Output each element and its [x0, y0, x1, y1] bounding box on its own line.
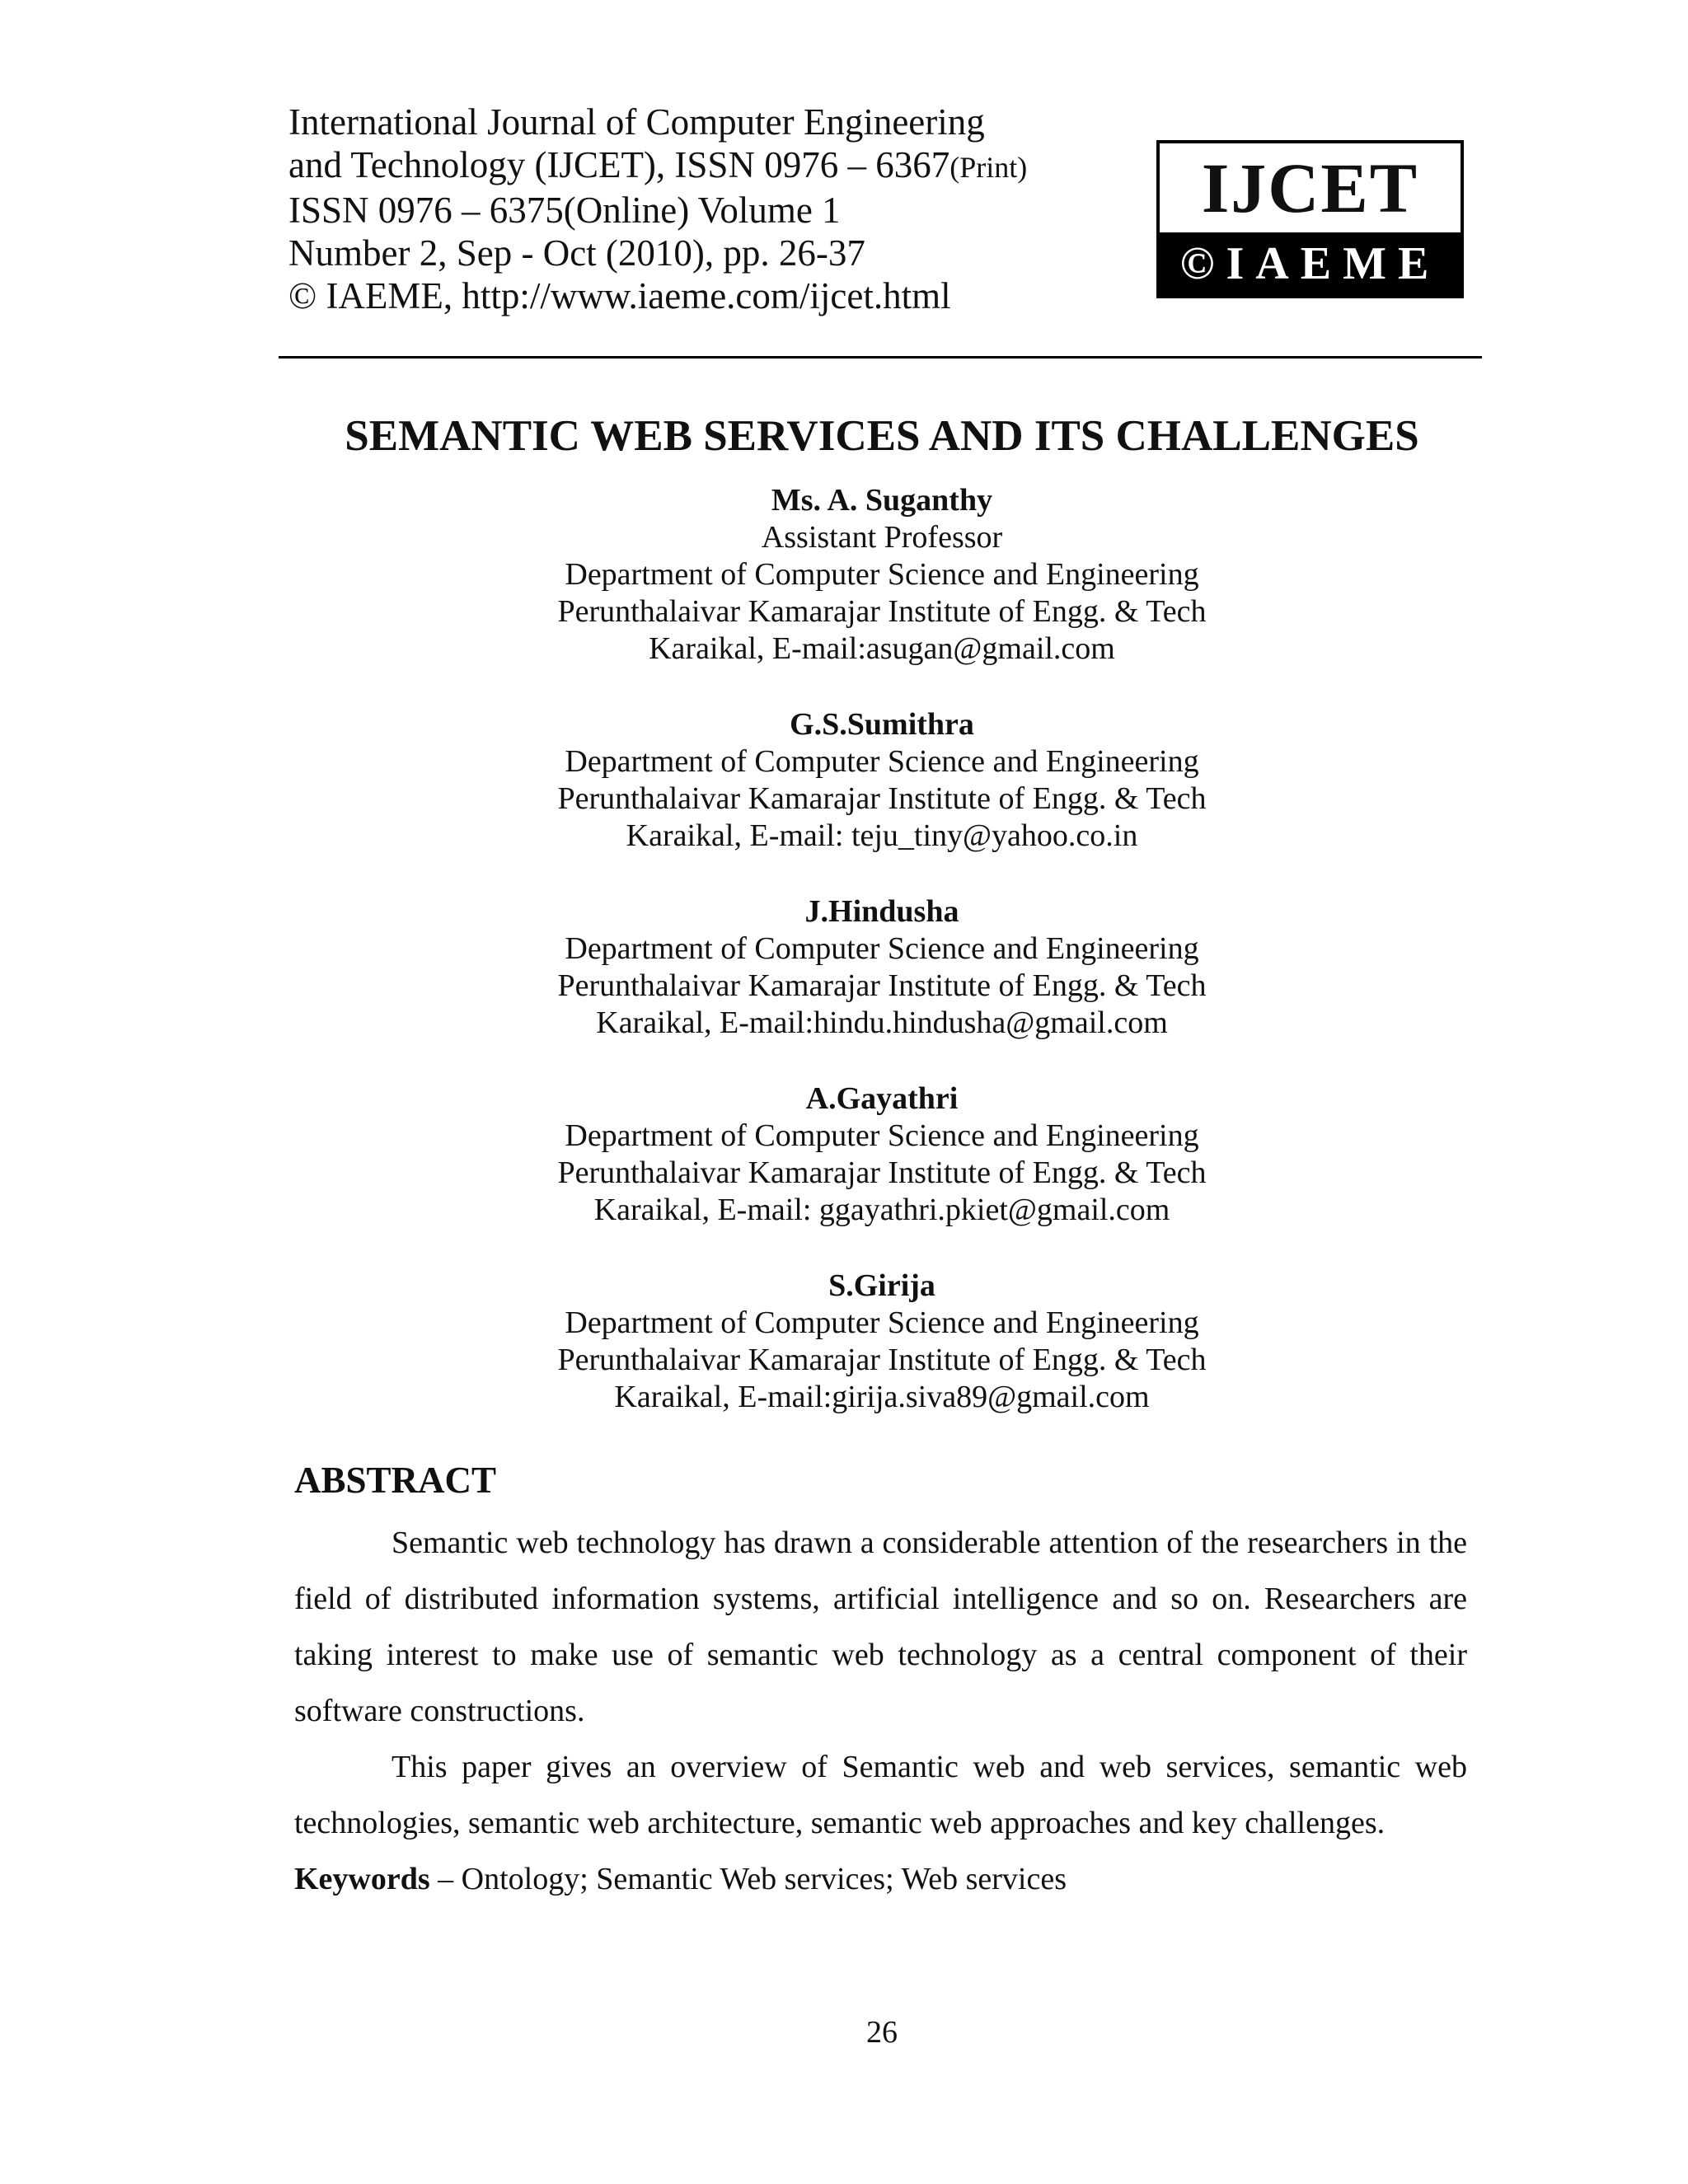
author-role: Assistant Professor	[761, 520, 1003, 555]
abstract-body	[294, 1515, 1467, 1851]
keywords-label: Keywords	[294, 1862, 430, 1896]
abstract-heading: ABSTRACT	[294, 1460, 497, 1501]
author-institute: Perunthalaivar Kamarajar Institute of Engg. & Tech	[557, 781, 1207, 816]
author-name: G.S.Sumithra	[790, 707, 974, 742]
author-department: Department of Computer Science and Engineering	[565, 744, 1199, 779]
journal-header	[288, 101, 1096, 317]
author-institute: Perunthalaivar Kamarajar Institute of Engg. & Tech	[557, 1343, 1207, 1377]
author-block	[0, 893, 1688, 1042]
logo-top-text: IJCET	[1201, 148, 1419, 227]
journal-line-5: © IAEME, http://www.iaeme.com/ijcet.html	[288, 275, 951, 316]
author-block	[0, 1080, 1688, 1229]
abstract-paragraph: Semantic web technology has drawn a considerable attention of the researchers in the field of distributed information systems, artificial intelligence and so on. Researchers are taking interest to make use of semantic web technology as a central component of their software constructions.	[294, 1526, 1467, 1728]
author-institute: Perunthalaivar Kamarajar Institute of Engg. & Tech	[557, 968, 1207, 1003]
journal-line-4: Number 2, Sep - Oct (2010), pp. 26-37	[288, 232, 865, 274]
paper-title: SEMANTIC WEB SERVICES AND ITS CHALLENGES	[345, 412, 1419, 460]
keywords	[294, 1856, 1467, 1902]
header-divider	[279, 356, 1482, 359]
journal-logo	[1156, 140, 1464, 298]
journal-line-2-text: and Technology (IJCET), ISSN 0976 – 6367	[288, 144, 950, 185]
author-list	[0, 482, 1688, 1455]
author-institute: Perunthalaivar Kamarajar Institute of Engg. & Tech	[557, 594, 1207, 629]
author-contact: Karaikal, E-mail:hindu.hindusha@gmail.com	[596, 1005, 1168, 1040]
author-institute: Perunthalaivar Kamarajar Institute of Engg. & Tech	[557, 1155, 1207, 1190]
author-department: Department of Computer Science and Engineering	[565, 557, 1199, 592]
keywords-text: – Ontology; Semantic Web services; Web services	[429, 1862, 1067, 1896]
journal-line-2	[288, 143, 1096, 189]
author-contact: Karaikal, E-mail:girija.siva89@gmail.com	[614, 1380, 1150, 1414]
author-block	[0, 482, 1688, 668]
author-name: Ms. A. Suganthy	[771, 483, 993, 518]
author-department: Department of Computer Science and Engineering	[565, 1305, 1199, 1340]
author-contact: Karaikal, E-mail: teju_tiny@yahoo.co.in	[626, 818, 1138, 853]
journal-line-3: ISSN 0976 – 6375(Online) Volume 1	[288, 190, 841, 231]
author-department: Department of Computer Science and Engineering	[565, 931, 1199, 966]
author-contact: Karaikal, E-mail:asugan@gmail.com	[649, 631, 1115, 666]
author-block	[0, 706, 1688, 855]
author-name: A.Gayathri	[805, 1081, 959, 1116]
abstract-paragraph: This paper gives an overview of Semantic web and web services, semantic web technologies, semantic web architecture, semantic web approaches and key challenges.	[294, 1750, 1467, 1840]
journal-line-1: International Journal of Computer Engineering	[288, 101, 985, 143]
author-department: Department of Computer Science and Engineering	[565, 1118, 1199, 1153]
author-name: S.Girija	[828, 1268, 935, 1303]
author-contact: Karaikal, E-mail: ggayathri.pkiet@gmail.com	[593, 1193, 1170, 1227]
logo-bottom-text: ©IAEME	[1160, 232, 1461, 295]
print-suffix: (Print)	[950, 151, 1028, 184]
author-name: J.Hindusha	[804, 894, 959, 929]
author-block	[0, 1268, 1688, 1416]
page-number: 26	[866, 2015, 898, 2050]
